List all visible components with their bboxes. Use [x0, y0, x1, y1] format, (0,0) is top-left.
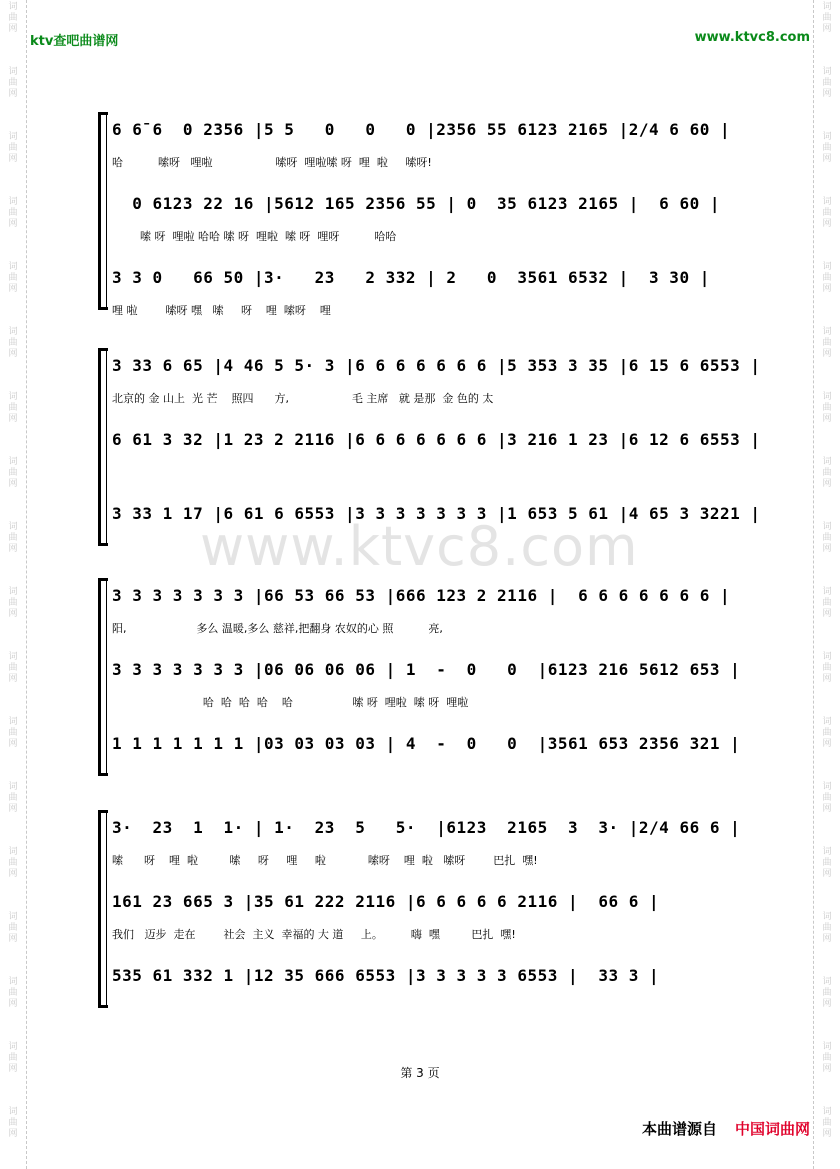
voice-line: [112, 268, 752, 300]
voice-line: [112, 586, 752, 618]
score-system: [98, 112, 752, 317]
side-watermark-text: 词 曲 网: [8, 392, 18, 424]
side-watermark-text: 词 曲 网: [8, 587, 18, 619]
voice-line: [112, 966, 752, 998]
lyric-line: 哈 嗦呀 哩啦 嗦呀 哩啦嗦 呀 哩 啦 嗦呀!: [112, 156, 432, 169]
voice-line: [112, 818, 752, 850]
side-watermark-text: 词 曲 网: [8, 262, 18, 294]
jianpu-notes: 1 1 1 1 1 1 1 |03 03 03 03 | 4 - 0 0 |3561 653 2356 321 |: [112, 734, 741, 753]
side-watermark-text: 词 曲 网: [822, 847, 832, 879]
side-watermark-text: 词 曲 网: [8, 457, 18, 489]
voice-line: [112, 734, 752, 766]
lyric-line: 我们 迈步 走在 社会 主义 幸福的 大 道 上。 嗨 嘿 巴扎 嘿!: [112, 928, 516, 941]
side-watermark-text: 词 曲 网: [822, 587, 832, 619]
jianpu-notes: 6 6̄ 6 0 2356 |5 5 0 0 0 |2356 55 6123 2165 |2/4 6 60 |: [112, 120, 731, 139]
side-watermark-text: 词 曲 网: [8, 2, 18, 34]
center-watermark: www.ktvc8.com: [200, 515, 639, 578]
jianpu-notes: 3 3 3 3 3 3 3 |06 06 06 06 | 1 - 0 0 |6123 216 5612 653 |: [112, 660, 741, 679]
jianpu-notes: 161 23 665 3 |35 61 222 2116 |6 6 6 6 6 2116 | 66 6 |: [112, 892, 660, 911]
lyric-line: 嗦 呀 哩啦 哈哈 嗦 呀 哩啦 嗦 呀 哩呀 哈哈: [112, 230, 397, 243]
side-watermark-text: 词 曲 网: [8, 522, 18, 554]
side-watermark-text: 词 曲 网: [8, 327, 18, 359]
jianpu-notes: 6 61 3 32 |1 23 2 2116 |6 6 6 6 6 6 6 |3 216 1 23 |6 12 6 6553 |: [112, 430, 761, 449]
jianpu-notes: 3 3 0 66 50 |3· 23 2 332 | 2 0 3561 6532 | 3 30 |: [112, 268, 710, 287]
jianpu-notes: 3· 23 1 1· | 1· 23 5 5· |6123 2165 3 3· |2/4 66 6 |: [112, 818, 741, 837]
side-watermark-text: 词 曲 网: [822, 197, 832, 229]
voice-line: [112, 504, 761, 536]
voice-line: [112, 430, 761, 462]
side-watermark-text: 词 曲 网: [822, 1042, 832, 1074]
side-watermark-text: 词 曲 网: [822, 1107, 832, 1139]
side-watermark-text: 词 曲 网: [822, 652, 832, 684]
footer-source-site[interactable]: 中国词曲网: [734, 1120, 810, 1138]
side-watermark-text: 词 曲 网: [822, 912, 832, 944]
jianpu-notes: 0 6123 22 16 |5612 165 2356 55 | 0 35 6123 2165 | 6 60 |: [112, 194, 720, 213]
side-watermark-text: 词 曲 网: [822, 717, 832, 749]
side-watermark-text: 词 曲 网: [8, 652, 18, 684]
voice-line: [112, 356, 761, 388]
voice-line: [112, 194, 752, 226]
side-watermark-text: 词 曲 网: [8, 67, 18, 99]
lyric-line: 北京的 金 山上 光 芒 照四 方, 毛 主席 就 是那 金 色的 太: [112, 392, 494, 405]
side-watermark-text: 词 曲 网: [8, 1107, 18, 1139]
voice-line: [112, 892, 752, 924]
score-system: [98, 810, 752, 1008]
system-thin-line: [106, 578, 107, 776]
side-watermark-text: 词 曲 网: [822, 392, 832, 424]
score-system: [98, 348, 761, 546]
side-watermark-text: 词 曲 网: [8, 912, 18, 944]
jianpu-notes: 3 33 6 65 |4 46 5 5· 3 |6 6 6 6 6 6 6 |5 353 3 35 |6 15 6 6553 |: [112, 356, 761, 375]
lyric-line: 阳, 多么 温暖,多么 慈祥,把翻身 农奴的心 照 亮,: [112, 622, 443, 635]
header-right-link[interactable]: www.ktvc8.com: [694, 30, 810, 45]
side-watermark-text: 词 曲 网: [822, 977, 832, 1009]
lyric-line: 嗦 呀 哩 啦 嗦 呀 哩 啦 嗦呀 哩 啦 嗦呀 巴扎 嘿!: [112, 854, 538, 867]
jianpu-notes: 3 3 3 3 3 3 3 |66 53 66 53 |666 123 2 2116 | 6 6 6 6 6 6 6 |: [112, 586, 731, 605]
side-watermark-text: 词 曲 网: [8, 1042, 18, 1074]
right-margin-watermark-strip: [813, 0, 840, 1169]
jianpu-notes: 535 61 332 1 |12 35 666 6553 |3 3 3 3 3 6553 | 33 3 |: [112, 966, 660, 985]
lyric-line: 哈 哈 哈 哈 哈 嗦 呀 哩啦 嗦 呀 哩啦: [112, 696, 469, 709]
side-watermark-text: 词 曲 网: [822, 457, 832, 489]
side-watermark-text: 词 曲 网: [822, 782, 832, 814]
side-watermark-text: 词 曲 网: [8, 782, 18, 814]
side-watermark-text: 词 曲 网: [822, 262, 832, 294]
side-watermark-text: 词 曲 网: [822, 327, 832, 359]
side-watermark-text: 词 曲 网: [822, 67, 832, 99]
lyric-line: 哩 啦 嗦呀 嘿 嗦 呀 哩 嗦呀 哩: [112, 304, 331, 317]
side-watermark-text: 词 曲 网: [822, 132, 832, 164]
footer-source-label: 本曲谱源自: [641, 1120, 717, 1138]
side-watermark-text: 词 曲 网: [8, 132, 18, 164]
side-watermark-text: 词 曲 网: [8, 717, 18, 749]
voice-line: [112, 120, 752, 152]
side-watermark-text: 词 曲 网: [822, 522, 832, 554]
side-watermark-text: 词 曲 网: [8, 197, 18, 229]
footer-source: [642, 1118, 810, 1139]
system-thin-line: [106, 810, 107, 1008]
system-thin-line: [106, 348, 107, 546]
side-watermark-text: 词 曲 网: [822, 2, 832, 34]
score-system: [98, 578, 752, 776]
jianpu-notes: 3 33 1 17 |6 61 6 6553 |3 3 3 3 3 3 3 |1 653 5 61 |4 65 3 3221 |: [112, 504, 761, 523]
left-margin-watermark-strip: [0, 0, 27, 1169]
header-left-link[interactable]: ktv查吧曲谱网: [30, 34, 119, 49]
page-number: 第 3 页: [400, 1066, 440, 1080]
system-thin-line: [106, 112, 107, 310]
side-watermark-text: 词 曲 网: [8, 977, 18, 1009]
side-watermark-text: 词 曲 网: [8, 847, 18, 879]
voice-line: [112, 660, 752, 692]
